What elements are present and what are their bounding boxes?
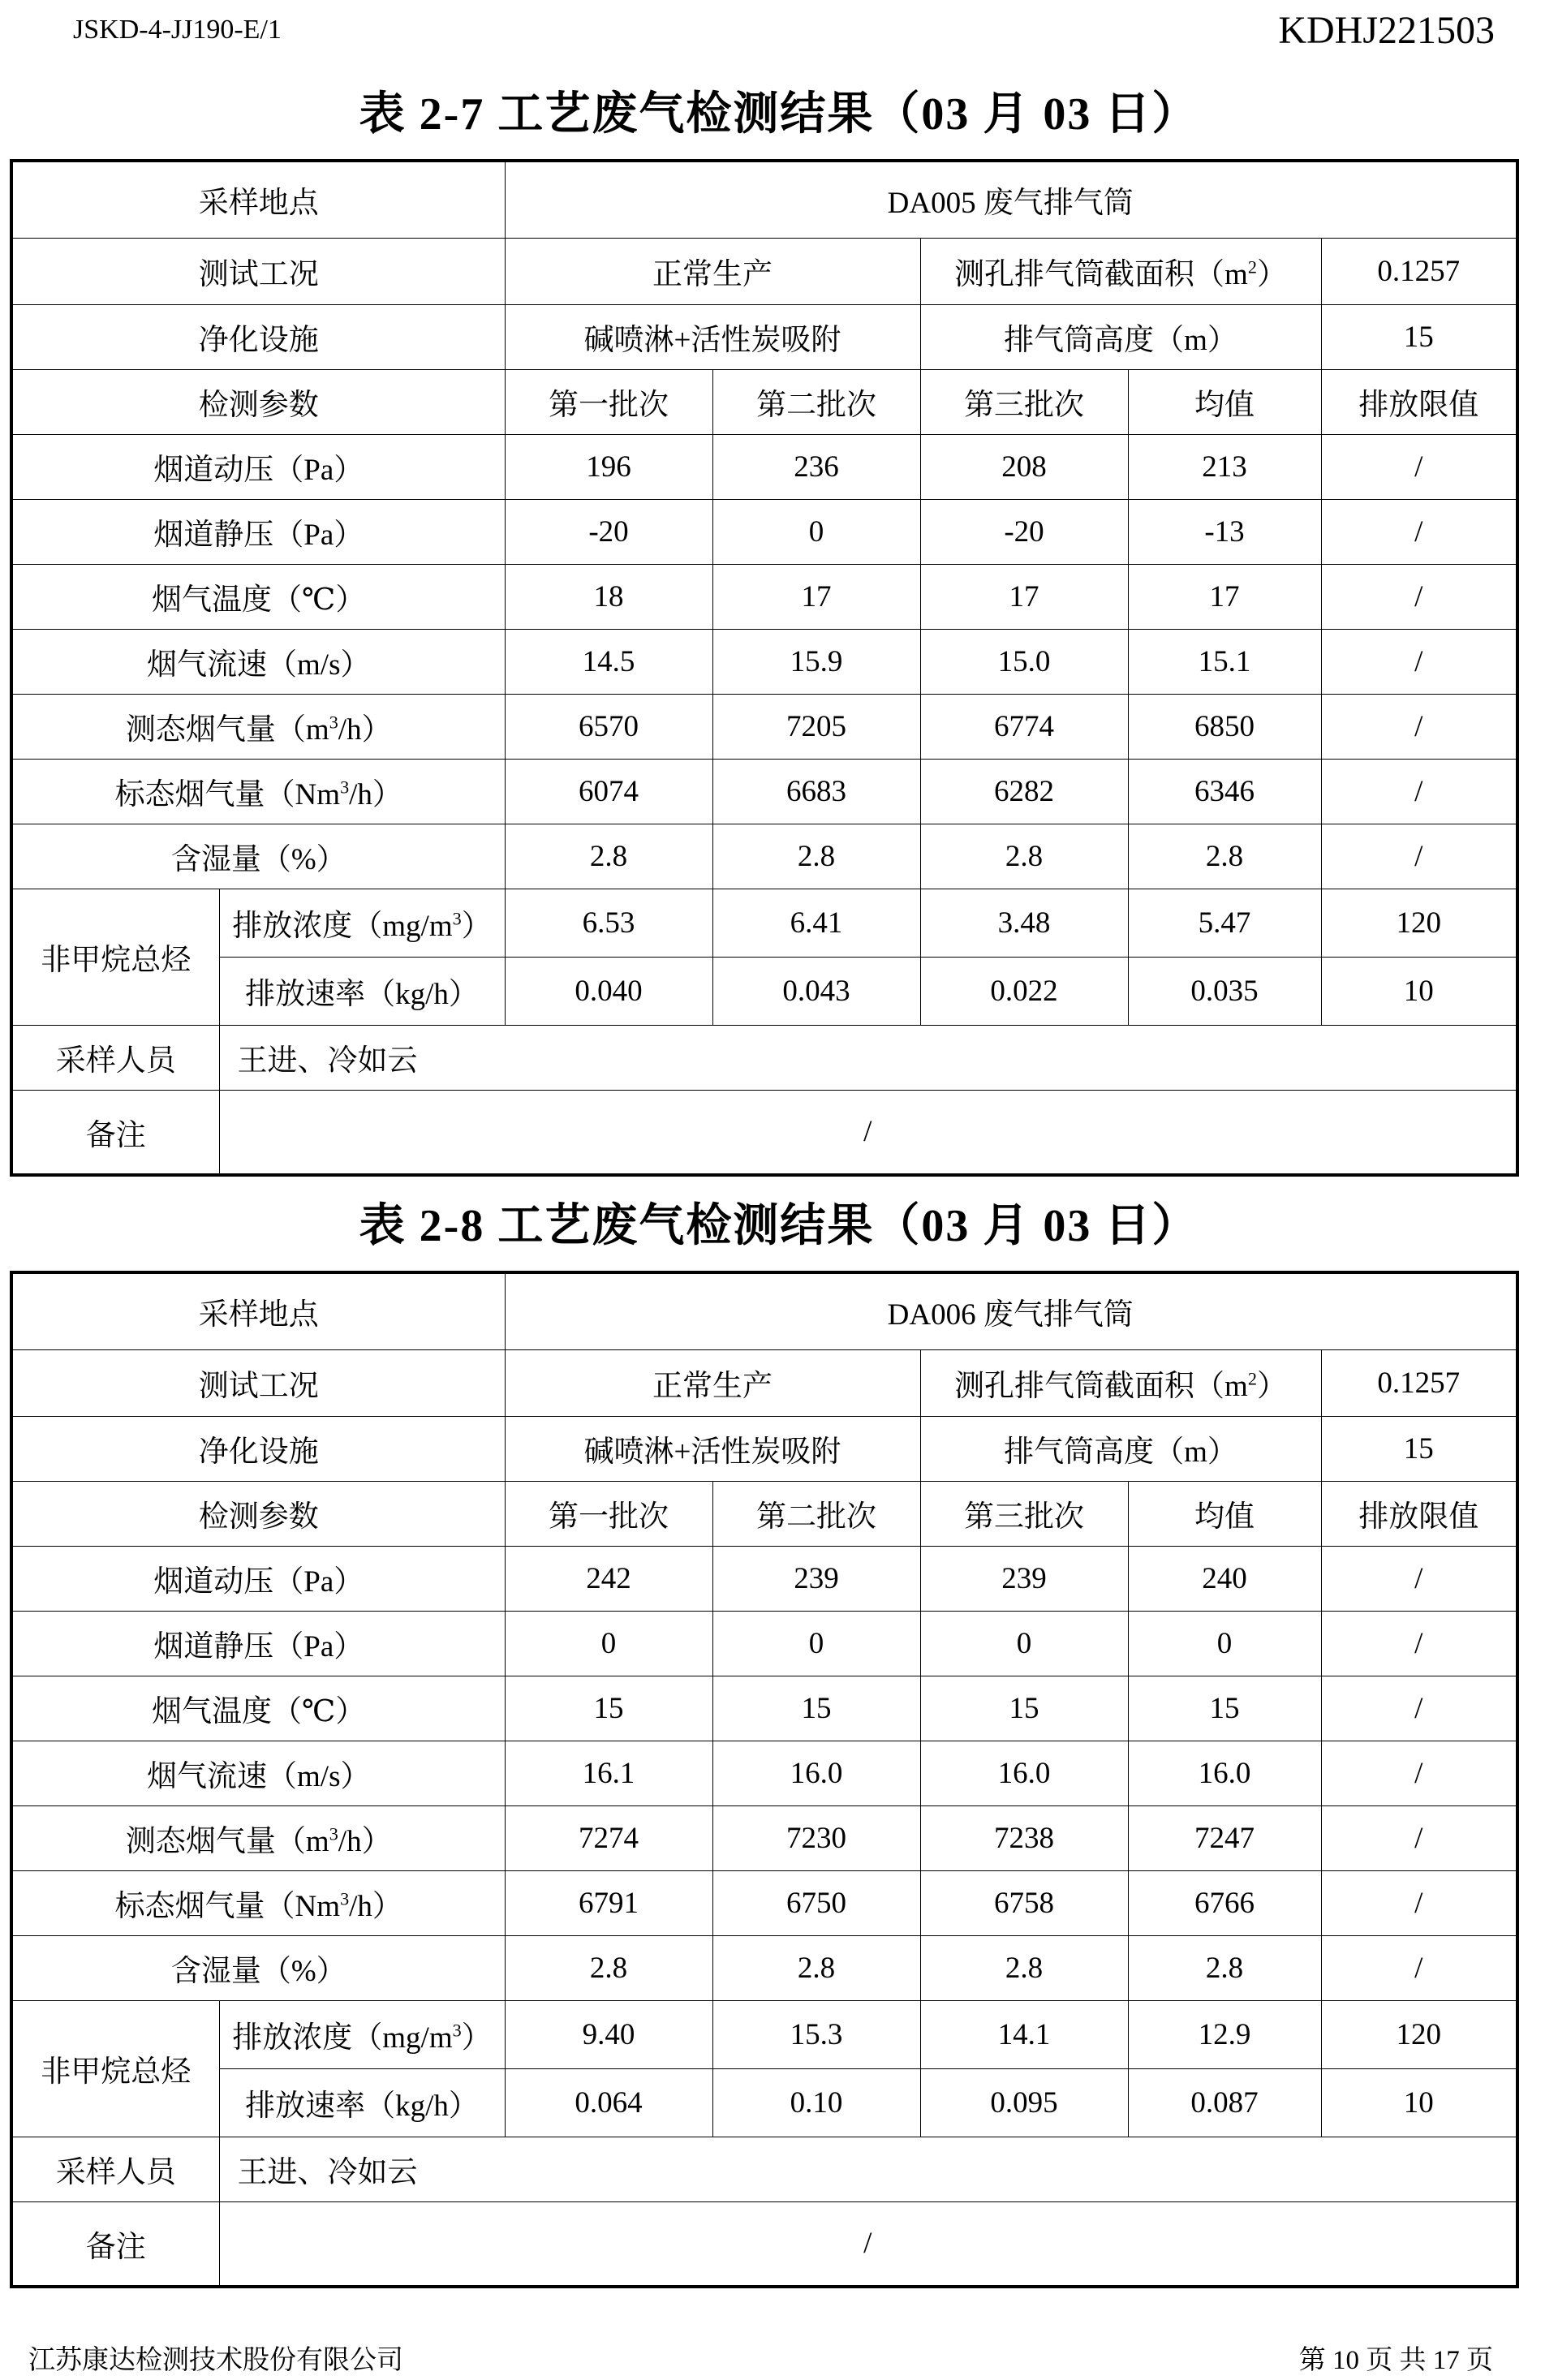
cell-sampler: 王进、冷如云 bbox=[219, 2137, 1517, 2201]
cell-param bbox=[11, 1805, 505, 1870]
cell-param: 排放速率（kg/h） bbox=[219, 957, 505, 1025]
label-superscript: 2 bbox=[1247, 1368, 1257, 1389]
cell-param bbox=[11, 1741, 505, 1805]
table-row bbox=[11, 1676, 1517, 1741]
cell-label: 净化设施 bbox=[11, 1416, 505, 1481]
label-text: 测孔排气筒截面积（m bbox=[954, 258, 1248, 291]
label-text: 测态烟气量（m bbox=[125, 713, 329, 747]
cell-value: 16.0 bbox=[920, 1741, 1128, 1805]
cell-param bbox=[11, 1546, 505, 1611]
cell-header: 均值 bbox=[1128, 1481, 1321, 1546]
cell-label: 非甲烷总烃 bbox=[11, 889, 219, 1025]
cell-header: 均值 bbox=[1128, 369, 1321, 434]
table-row bbox=[11, 694, 1517, 759]
cell-remark: / bbox=[219, 2201, 1517, 2287]
cell-value: 6750 bbox=[712, 1870, 920, 1935]
cell-value: 0 bbox=[920, 1611, 1128, 1676]
cell-value: 208 bbox=[920, 434, 1128, 499]
cell-purification: 碱喷淋+活性炭吸附 bbox=[505, 1416, 920, 1481]
cell-value: 15.0 bbox=[920, 629, 1128, 694]
cell-header: 第一批次 bbox=[505, 1481, 712, 1546]
cell-value: 5.47 bbox=[1128, 889, 1321, 957]
cell-param bbox=[11, 564, 505, 629]
cell-value: 15 bbox=[920, 1676, 1128, 1741]
label-text: ） bbox=[1256, 1370, 1287, 1403]
label-text: /h） bbox=[349, 1890, 402, 1923]
cell-value: 0.10 bbox=[712, 2068, 920, 2137]
cell-value: / bbox=[1321, 694, 1517, 759]
label-text: 烟气温度（℃） bbox=[152, 1695, 366, 1728]
cell-value: 12.9 bbox=[1128, 2000, 1321, 2068]
cell-label: 采样人员 bbox=[11, 2137, 219, 2201]
table-title: 表 2-7 工艺废气检测结果（03 月 03 日） bbox=[359, 89, 1199, 140]
cell-param bbox=[11, 759, 505, 824]
cell-header: 排放限值 bbox=[1321, 369, 1517, 434]
cell-param bbox=[11, 694, 505, 759]
cell-value: / bbox=[1321, 1676, 1517, 1741]
cell-cross-section: 0.1257 bbox=[1321, 238, 1517, 304]
cell-value: 0.087 bbox=[1128, 2068, 1321, 2137]
cell-value: 2.8 bbox=[920, 1935, 1128, 2000]
cell-value: / bbox=[1321, 629, 1517, 694]
cell-location: DA006 废气排气筒 bbox=[505, 1272, 1517, 1349]
label-text: 排放浓度（mg/m bbox=[232, 2021, 453, 2055]
label-text: 测孔排气筒截面积（m bbox=[954, 1370, 1248, 1403]
cell-header: 第二批次 bbox=[712, 1481, 920, 1546]
cell-condition: 正常生产 bbox=[505, 1349, 920, 1416]
cell-param bbox=[11, 434, 505, 499]
cell-param bbox=[11, 1935, 505, 2000]
cell-label: 采样人员 bbox=[11, 1025, 219, 1090]
table-row bbox=[11, 1805, 1517, 1870]
label-text: 烟气温度（℃） bbox=[152, 583, 366, 617]
label-superscript: 3 bbox=[452, 908, 462, 929]
cell-param bbox=[11, 1611, 505, 1676]
label-text: ） bbox=[461, 2021, 492, 2055]
cell-value: / bbox=[1321, 499, 1517, 564]
table-row bbox=[11, 1870, 1517, 1935]
cell-value: -20 bbox=[505, 499, 712, 564]
label-text: 含湿量（%） bbox=[170, 843, 346, 876]
cell-param bbox=[11, 824, 505, 889]
cell-value: -13 bbox=[1128, 499, 1321, 564]
cell-value: 6850 bbox=[1128, 694, 1321, 759]
cell-purification: 碱喷淋+活性炭吸附 bbox=[505, 304, 920, 369]
cell-label: 采样地点 bbox=[11, 161, 505, 238]
page-number: 第 10 页 共 17 页 bbox=[1298, 2346, 1493, 2375]
table-row bbox=[11, 629, 1517, 694]
label-superscript: 3 bbox=[340, 1888, 350, 1909]
cell-value: 7247 bbox=[1128, 1805, 1321, 1870]
cell-value: 0 bbox=[1128, 1611, 1321, 1676]
cell-value: / bbox=[1321, 564, 1517, 629]
cell-value: 16.0 bbox=[1128, 1741, 1321, 1805]
cell-value: 2.8 bbox=[505, 1935, 712, 2000]
cell-param bbox=[11, 1676, 505, 1741]
table-row bbox=[11, 759, 1517, 824]
cell-value: 17 bbox=[920, 564, 1128, 629]
table-row bbox=[11, 1546, 1517, 1611]
cell-header: 排放限值 bbox=[1321, 1481, 1517, 1546]
cell-value: 16.1 bbox=[505, 1741, 712, 1805]
label-text: 烟气流速（m/s） bbox=[147, 1760, 371, 1793]
label-superscript: 3 bbox=[329, 712, 338, 733]
cell-value: 7230 bbox=[712, 1805, 920, 1870]
cell-param bbox=[11, 1870, 505, 1935]
cell-label bbox=[920, 238, 1321, 304]
cell-value: 2.8 bbox=[920, 824, 1128, 889]
table-row bbox=[11, 499, 1517, 564]
table-row bbox=[11, 824, 1517, 889]
label-text: ） bbox=[461, 910, 492, 943]
cell-value: 15.9 bbox=[712, 629, 920, 694]
label-text: ） bbox=[1256, 258, 1287, 291]
cell-value: / bbox=[1321, 434, 1517, 499]
cell-label: 备注 bbox=[11, 2201, 219, 2287]
label-text: 标态烟气量（Nm bbox=[114, 778, 341, 811]
cell-value: / bbox=[1321, 1741, 1517, 1805]
cell-location: DA005 废气排气筒 bbox=[505, 161, 1517, 238]
report-number: KDHJ221503 bbox=[1278, 9, 1495, 52]
cell-value: 16.0 bbox=[712, 1741, 920, 1805]
cell-value: 0.095 bbox=[920, 2068, 1128, 2137]
cell-label: 测试工况 bbox=[11, 238, 505, 304]
cell-value: / bbox=[1321, 1935, 1517, 2000]
cell-value: 120 bbox=[1321, 2000, 1517, 2068]
cell-value: 17 bbox=[1128, 564, 1321, 629]
cell-stack-height: 15 bbox=[1321, 1416, 1517, 1481]
cell-value: 239 bbox=[712, 1546, 920, 1611]
cell-value: 3.48 bbox=[920, 889, 1128, 957]
cell-value: / bbox=[1321, 759, 1517, 824]
table-row bbox=[11, 2000, 1517, 2068]
cell-value: 0.043 bbox=[712, 957, 920, 1025]
label-text: 烟道静压（Pa） bbox=[153, 519, 364, 552]
cell-value: 6758 bbox=[920, 1870, 1128, 1935]
cell-value: 9.40 bbox=[505, 2000, 712, 2068]
cell-value: 6074 bbox=[505, 759, 712, 824]
table-row bbox=[11, 957, 1517, 1025]
label-text: 烟道动压（Pa） bbox=[153, 1565, 364, 1599]
cell-value: / bbox=[1321, 1546, 1517, 1611]
label-text: /h） bbox=[349, 778, 402, 811]
label-text: /h） bbox=[338, 1825, 392, 1858]
cell-label: 采样地点 bbox=[11, 1272, 505, 1349]
cell-param bbox=[219, 889, 505, 957]
cell-label: 备注 bbox=[11, 1090, 219, 1175]
cell-header: 检测参数 bbox=[11, 369, 505, 434]
cell-label bbox=[920, 1349, 1321, 1416]
label-text: 含湿量（%） bbox=[170, 1955, 346, 1988]
table-row bbox=[11, 564, 1517, 629]
cell-header: 第三批次 bbox=[920, 369, 1128, 434]
cell-value: 15 bbox=[505, 1676, 712, 1741]
cell-value: 2.8 bbox=[1128, 824, 1321, 889]
label-superscript: 3 bbox=[329, 1823, 338, 1844]
label-text: 烟气流速（m/s） bbox=[147, 648, 371, 682]
label-text: 标态烟气量（Nm bbox=[114, 1890, 341, 1923]
cell-param bbox=[11, 499, 505, 564]
cell-value: 10 bbox=[1321, 2068, 1517, 2137]
cell-value: 6774 bbox=[920, 694, 1128, 759]
cell-value: -20 bbox=[920, 499, 1128, 564]
label-text: 排放浓度（mg/m bbox=[232, 910, 453, 943]
label-text: /h） bbox=[338, 713, 392, 747]
cell-value: 15.3 bbox=[712, 2000, 920, 2068]
cell-value: 213 bbox=[1128, 434, 1321, 499]
cell-remark: / bbox=[219, 1090, 1517, 1175]
label-text: 烟道静压（Pa） bbox=[153, 1630, 364, 1663]
cell-value: 196 bbox=[505, 434, 712, 499]
cell-value: 6282 bbox=[920, 759, 1128, 824]
cell-value: 14.1 bbox=[920, 2000, 1128, 2068]
cell-param bbox=[219, 2000, 505, 2068]
label-text: 烟道动压（Pa） bbox=[153, 454, 364, 487]
cell-cross-section: 0.1257 bbox=[1321, 1349, 1517, 1416]
doc-code: JSKD-4-JJ190-E/1 bbox=[73, 15, 282, 45]
table-row bbox=[11, 1741, 1517, 1805]
cell-value: 0 bbox=[505, 1611, 712, 1676]
cell-value: 236 bbox=[712, 434, 920, 499]
cell-value: 6346 bbox=[1128, 759, 1321, 824]
cell-param bbox=[11, 629, 505, 694]
cell-value: 2.8 bbox=[712, 824, 920, 889]
results-table-2-7 bbox=[10, 159, 1519, 1177]
cell-label: 净化设施 bbox=[11, 304, 505, 369]
cell-value: 0.022 bbox=[920, 957, 1128, 1025]
results-table-2-8 bbox=[10, 1271, 1519, 2288]
cell-value: / bbox=[1321, 1805, 1517, 1870]
cell-value: 7205 bbox=[712, 694, 920, 759]
cell-value: 15 bbox=[1128, 1676, 1321, 1741]
cell-value: 10 bbox=[1321, 957, 1517, 1025]
cell-value: 6791 bbox=[505, 1870, 712, 1935]
cell-value: 242 bbox=[505, 1546, 712, 1611]
cell-param: 排放速率（kg/h） bbox=[219, 2068, 505, 2137]
cell-header: 第三批次 bbox=[920, 1481, 1128, 1546]
cell-label: 测试工况 bbox=[11, 1349, 505, 1416]
cell-header: 检测参数 bbox=[11, 1481, 505, 1546]
cell-value: 240 bbox=[1128, 1546, 1321, 1611]
cell-value: 6766 bbox=[1128, 1870, 1321, 1935]
cell-value: 0.064 bbox=[505, 2068, 712, 2137]
cell-value: / bbox=[1321, 824, 1517, 889]
cell-value: 18 bbox=[505, 564, 712, 629]
table-row bbox=[11, 1935, 1517, 2000]
cell-label: 非甲烷总烃 bbox=[11, 2000, 219, 2137]
label-superscript: 2 bbox=[1247, 256, 1257, 278]
cell-value: 14.5 bbox=[505, 629, 712, 694]
cell-value: 0 bbox=[712, 499, 920, 564]
cell-value: 2.8 bbox=[1128, 1935, 1321, 2000]
company-name: 江苏康达检测技术股份有限公司 bbox=[28, 2346, 403, 2375]
cell-value: 6.41 bbox=[712, 889, 920, 957]
cell-value: / bbox=[1321, 1870, 1517, 1935]
cell-value: 0.040 bbox=[505, 957, 712, 1025]
cell-value: 2.8 bbox=[505, 824, 712, 889]
table-row bbox=[11, 1611, 1517, 1676]
table-row bbox=[11, 434, 1517, 499]
cell-header: 第二批次 bbox=[712, 369, 920, 434]
table-title: 表 2-8 工艺废气检测结果（03 月 03 日） bbox=[359, 1201, 1199, 1251]
cell-value: 6683 bbox=[712, 759, 920, 824]
cell-value: 2.8 bbox=[712, 1935, 920, 2000]
cell-label: 排气筒高度（m） bbox=[920, 304, 1321, 369]
cell-value: 6.53 bbox=[505, 889, 712, 957]
label-superscript: 3 bbox=[340, 777, 350, 798]
cell-value: 15 bbox=[712, 1676, 920, 1741]
cell-stack-height: 15 bbox=[1321, 304, 1517, 369]
cell-header: 第一批次 bbox=[505, 369, 712, 434]
cell-value: 0 bbox=[712, 1611, 920, 1676]
cell-value: / bbox=[1321, 1611, 1517, 1676]
cell-label: 排气筒高度（m） bbox=[920, 1416, 1321, 1481]
cell-value: 7274 bbox=[505, 1805, 712, 1870]
table-row bbox=[11, 2068, 1517, 2137]
table-row bbox=[11, 889, 1517, 957]
cell-value: 7238 bbox=[920, 1805, 1128, 1870]
cell-value: 120 bbox=[1321, 889, 1517, 957]
cell-value: 0.035 bbox=[1128, 957, 1321, 1025]
cell-value: 6570 bbox=[505, 694, 712, 759]
cell-condition: 正常生产 bbox=[505, 238, 920, 304]
cell-value: 17 bbox=[712, 564, 920, 629]
cell-value: 15.1 bbox=[1128, 629, 1321, 694]
cell-sampler: 王进、冷如云 bbox=[219, 1025, 1517, 1090]
label-superscript: 3 bbox=[452, 2020, 462, 2041]
label-text: 测态烟气量（m bbox=[125, 1825, 329, 1858]
cell-value: 239 bbox=[920, 1546, 1128, 1611]
